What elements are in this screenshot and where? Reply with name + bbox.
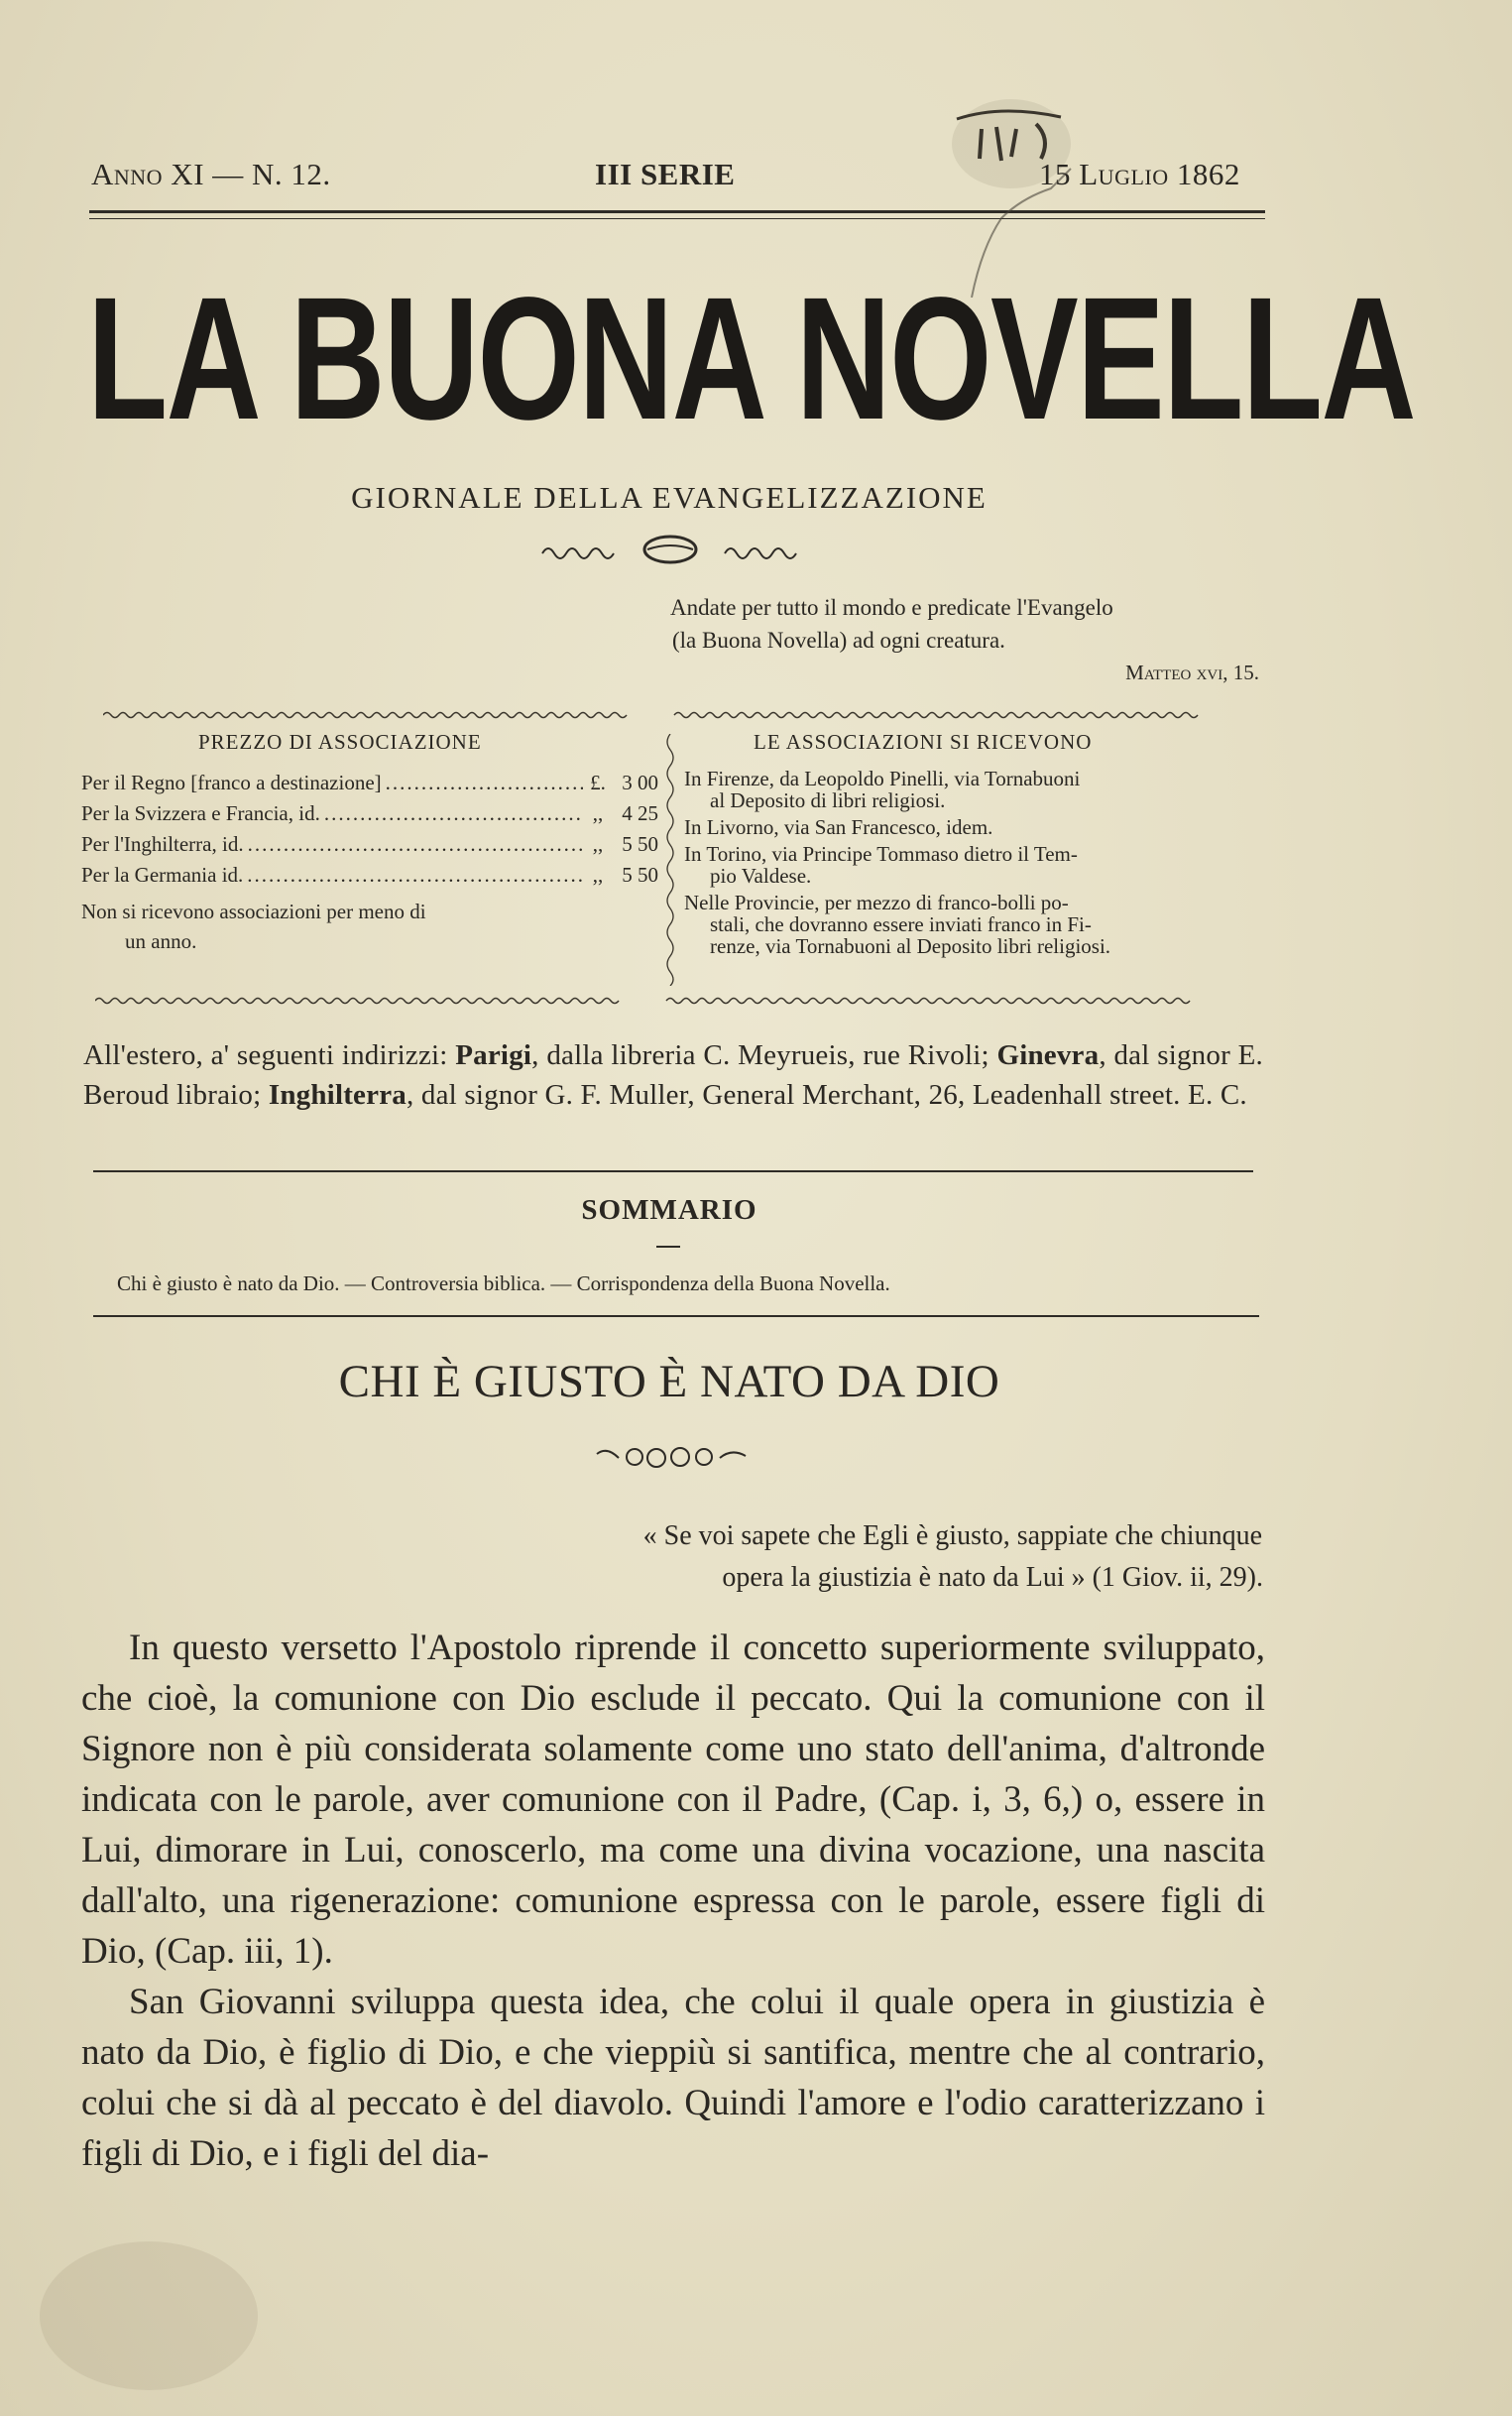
places-list: [684, 768, 1269, 962]
article-paragraph: In questo versetto l'Apostolo riprende il concetto superiormente sviluppato, che cioè, la comunione con Dio esclude il peccato. Qui la comunione con il Signore non è più considerata solamente come uno stato dell'anima, d'altronde indicata con le parole, aver comunione con il Padre, (Cap. i, 3, 6,) o, essere in Lui, dimorare in Lui, conoscerlo, ma come una divina vocazione, una nascita dall'alto, una rigenerazione: comunione espressa con le parole, essere figli di Dio, (Cap. iii, 1).: [81, 1628, 1265, 1972]
place-item: In Firenze, da Leopoldo Pinelli, via Tornabuoni al Deposito di libri religiosi.: [684, 767, 1081, 812]
place-item: Nelle Provincie, per mezzo di franco-bolli po- stali, che dovranno essere inviati franco in Fi- renze, via Tornabuoni al Deposito libri religiosi.: [684, 891, 1111, 958]
article-paragraph: San Giovanni sviluppa questa idea, che colui il quale opera in giustizia è nato da Dio, è figlio di Dio, e che vieppiù si santifica, mentre che al contrario, colui che si dà al peccato è del diavolo. Quindi l'amore e l'odio caratterizzano i figli di Dio, e i figli del dia-: [81, 1982, 1265, 2174]
prices-heading: PREZZO DI ASSOCIAZIONE: [198, 730, 482, 754]
paper-stain: [40, 2241, 258, 2390]
brace-divider-icon: [662, 734, 678, 986]
wavy-rule-bottom: [95, 994, 1265, 1008]
article-body: [81, 1623, 1265, 2179]
place-item: In Torino, via Principe Tommaso dietro il Tem- pio Valdese.: [684, 842, 1078, 888]
summary-heading: SOMMARIO: [581, 1194, 757, 1226]
summary-contents: Chi è giusto è nato da Dio. — Controversia biblica. — Corrispondenza della Buona Novella.: [117, 1271, 890, 1295]
price-row: Per la Svizzera e Francia, id. ..... ,, 4 25: [81, 798, 658, 829]
place-item: In Livorno, via San Francesco, idem.: [684, 815, 993, 839]
masthead-subtitle: GIORNALE DELLA EVANGELIZZAZIONE: [351, 480, 988, 515]
article-title: CHI È GIUSTO È NATO DA DIO: [338, 1356, 1000, 1407]
places-heading: LE ASSOCIAZIONI SI RICEVONO: [754, 730, 1093, 754]
epigraph-line: Andate per tutto il mondo e predicate l'Evangelo: [670, 595, 1113, 620]
epigraph-citation: Matteo xvi, 15.: [1125, 661, 1259, 684]
series-label: III SERIE: [595, 157, 736, 191]
epigraph: [670, 591, 1265, 689]
price-row: Per l'Inghilterra, id. ..... ,, 5 50: [81, 829, 658, 860]
price-list: [81, 768, 658, 956]
abroad-addresses: All'estero, a' seguenti indirizzi: Parigi, dalla libreria C. Meyrueis, rue Rivoli; Ginevra, dal signor E. Beroud libraio; Inghilterra, dal signor G. F. Muller, General Merchant, 26, Leadenhall street. E. C.: [83, 1039, 1263, 1111]
title-ornament-icon: [595, 1442, 748, 1472]
masthead-title: LA BUONA NOVELLA: [87, 262, 1416, 456]
summary-dash: [656, 1246, 680, 1248]
swirl-ornament-icon: [540, 532, 800, 567]
wavy-rule-top: [103, 708, 1257, 722]
summary-rule: [93, 1315, 1259, 1317]
volume-number: Anno XI — N. 12.: [91, 157, 331, 191]
price-row: Per il Regno [franco a destinazione] ..... £. 3 00: [81, 768, 658, 798]
article-quote: « Se voi sapete che Egli è giusto, sappiate che chiunque opera la giustizia è nato da Lui » (1 Giov. ii, 29).: [642, 1520, 1263, 1593]
section-rule: [93, 1170, 1253, 1172]
epigraph-line: (la Buona Novella) ad ogni creatura.: [672, 628, 1005, 653]
price-row: Per la Germania id. ..... ,, 5 50: [81, 860, 658, 891]
issue-date: 15 Luglio 1862: [1039, 157, 1240, 191]
subscription-note: Non si ricevono associazioni per meno di un anno.: [81, 900, 426, 953]
